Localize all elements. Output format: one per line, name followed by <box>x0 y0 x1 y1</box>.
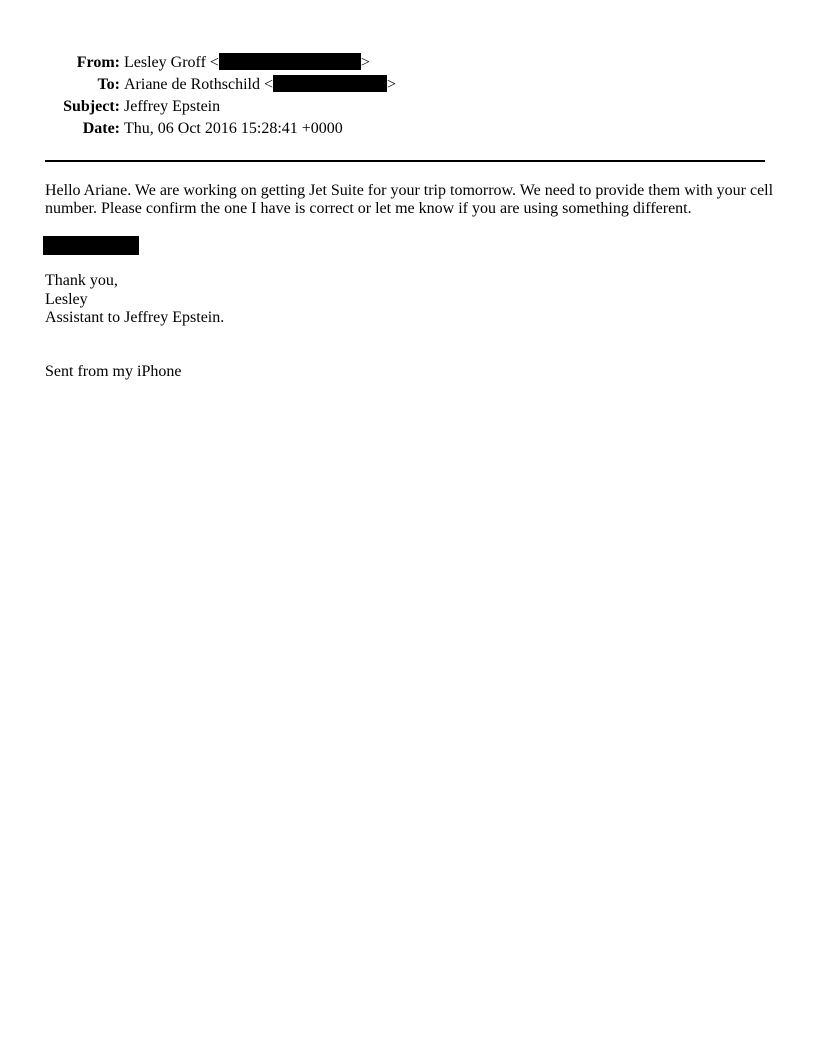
signature <box>45 272 224 328</box>
subject-row <box>0 96 816 118</box>
signoff-title: Assistant to Jeffrey Epstein. <box>45 309 225 326</box>
date-value: Thu, 06 Oct 2016 15:28:41 +0000 <box>124 120 343 137</box>
message-body: Hello Ariane. We are working on getting Jet Suite for your trip tomorrow. We need to provide them with your cell number. Please confirm the one I have is correct or let me know if you are using something different. <box>45 182 774 217</box>
redacted-phone-number <box>43 236 139 255</box>
from-row <box>0 52 816 74</box>
from-label: From: <box>76 54 120 71</box>
signoff-thanks: Thank you, <box>45 272 118 289</box>
to-value <box>124 74 396 96</box>
redaction-box <box>219 53 361 70</box>
header-divider <box>45 160 765 162</box>
to-label: To: <box>97 76 120 93</box>
subject-value: Jeffrey Epstein <box>124 98 221 115</box>
date-row <box>0 118 816 140</box>
to-close-bracket: > <box>387 76 397 93</box>
sent-from-line: Sent from my iPhone <box>45 363 182 380</box>
from-close-bracket: > <box>360 54 370 71</box>
date-label: Date: <box>82 120 120 137</box>
to-name: Ariane de Rothschild < <box>124 76 273 93</box>
from-value <box>124 52 370 74</box>
redaction-box <box>273 75 387 92</box>
email-header <box>0 52 816 140</box>
to-row <box>0 74 816 96</box>
from-name: Lesley Groff < <box>124 54 219 71</box>
subject-label: Subject: <box>63 98 120 115</box>
signoff-name: Lesley <box>45 290 88 308</box>
